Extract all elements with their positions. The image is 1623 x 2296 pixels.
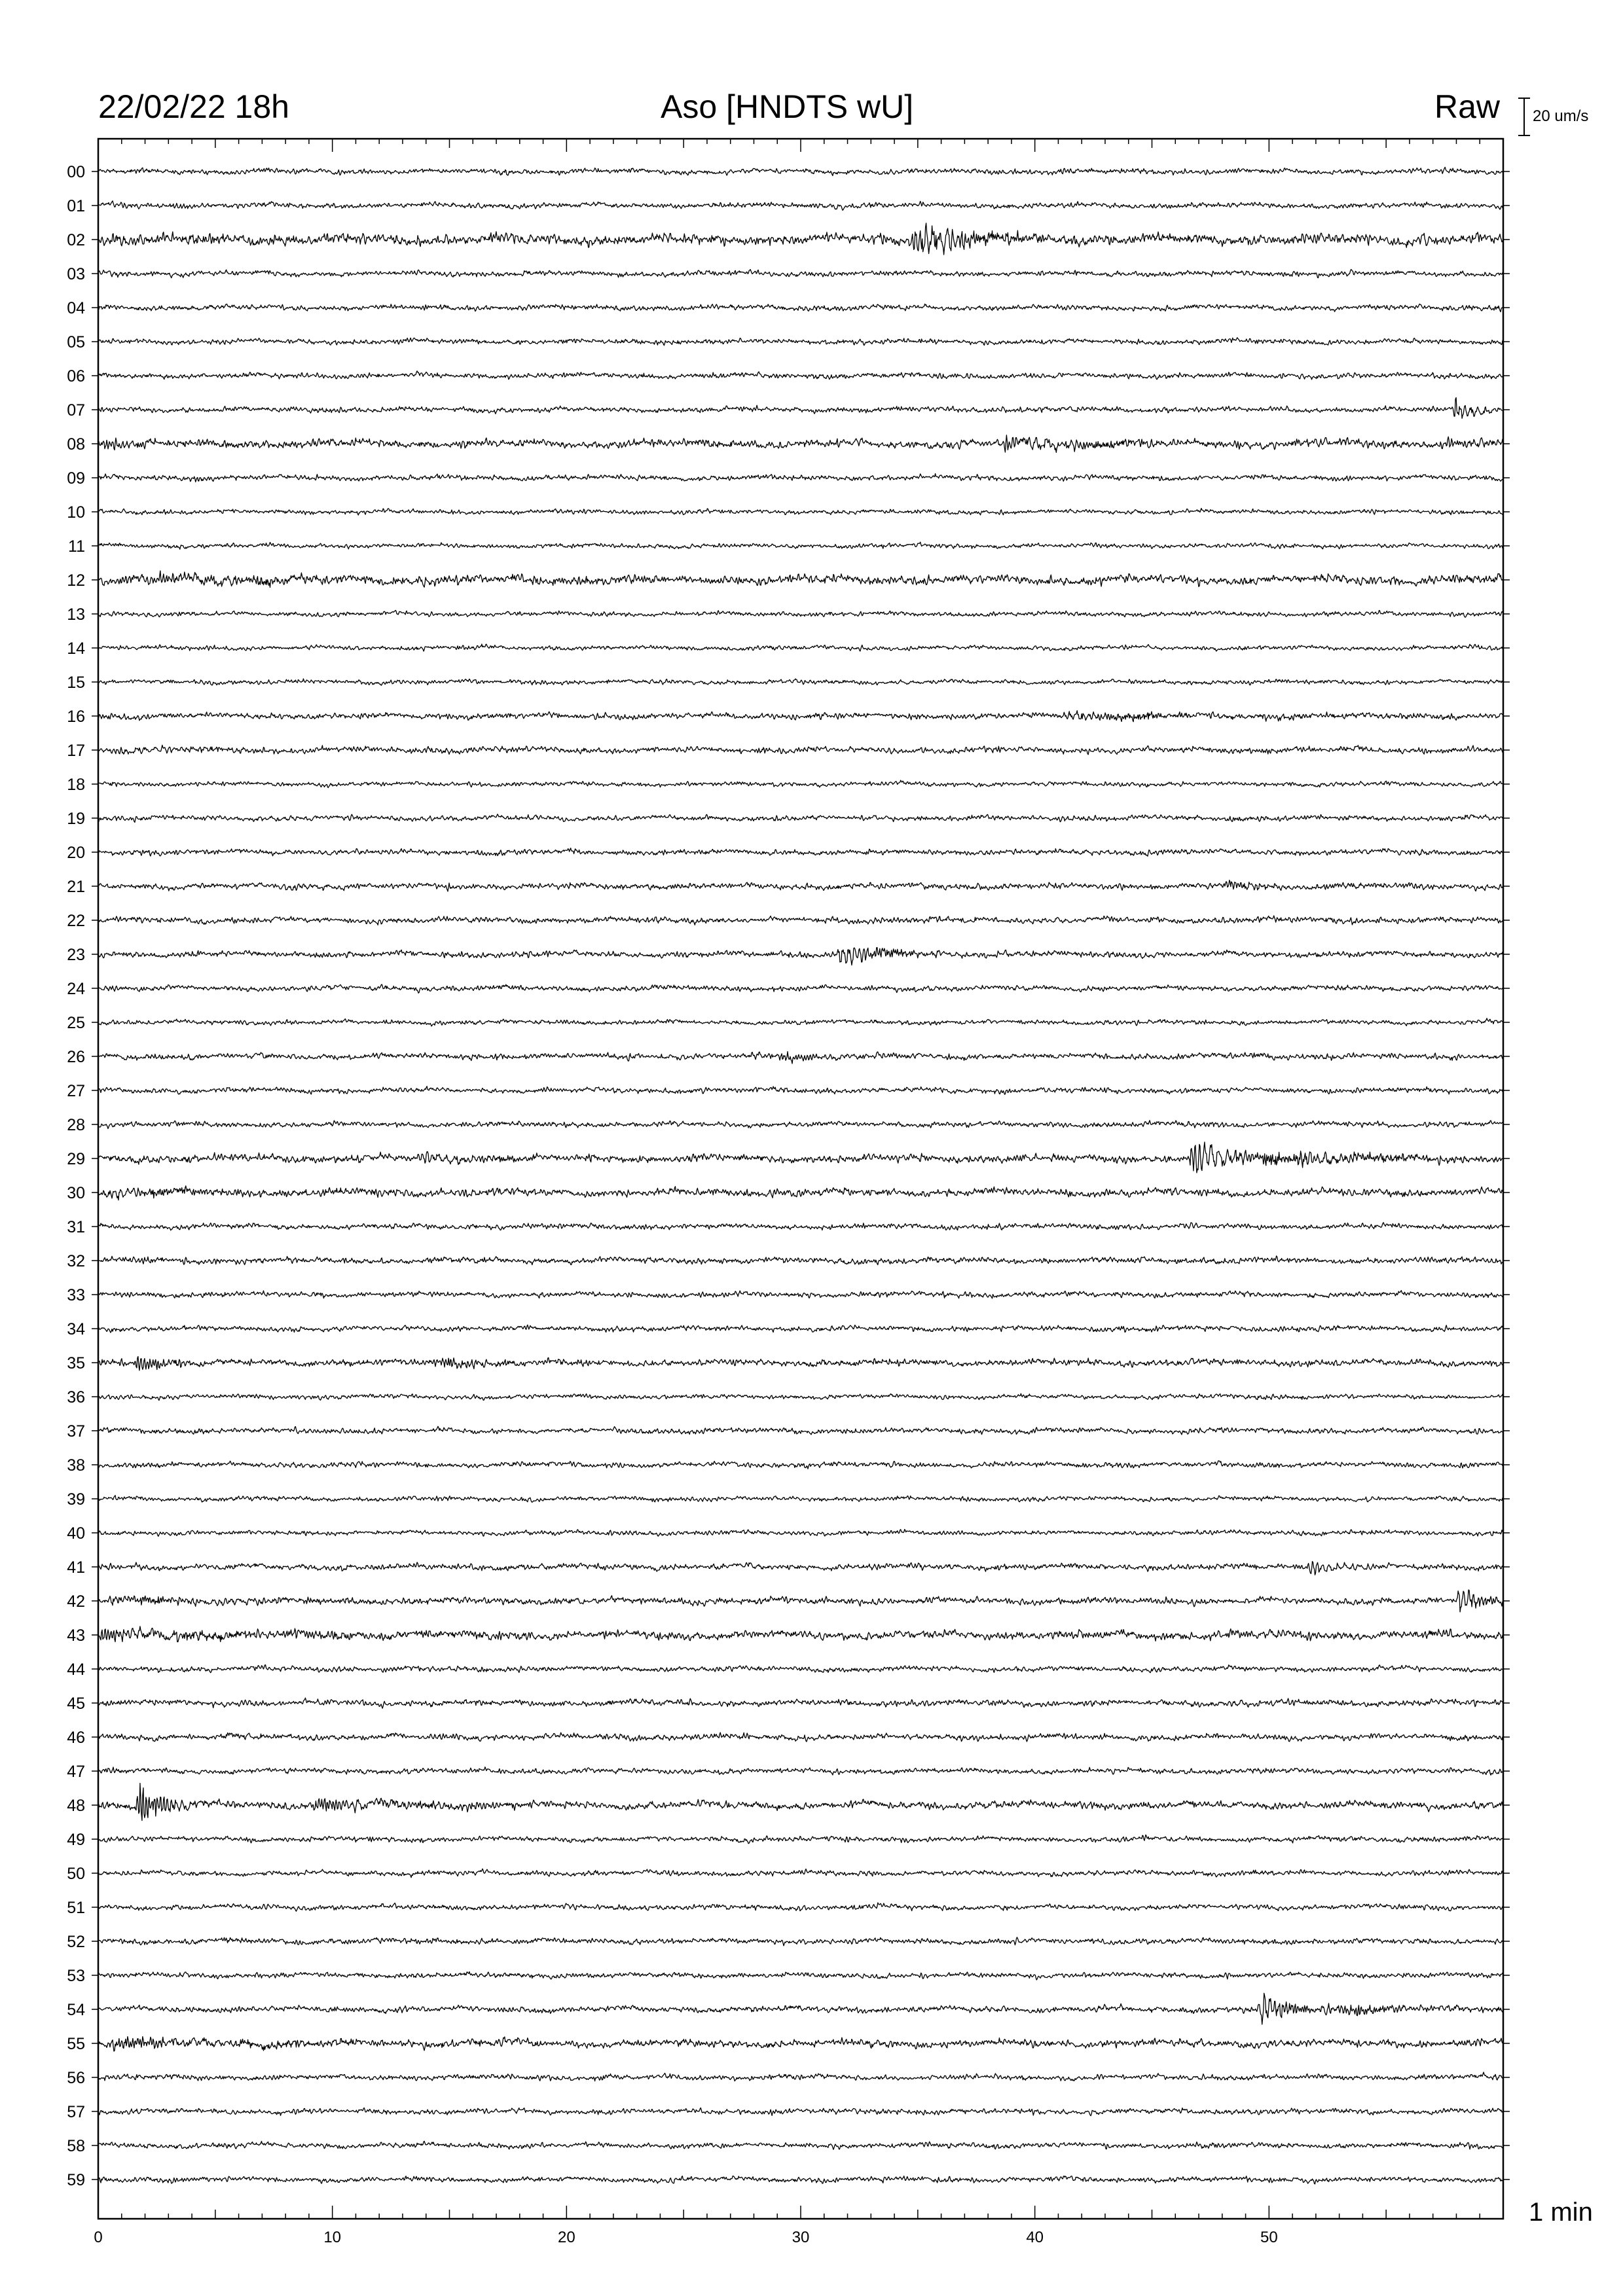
plot-date-hour: 22/02/22 18h — [98, 88, 289, 125]
trace-row-58 — [98, 2142, 1503, 2150]
row-label: 48 — [67, 1797, 85, 1815]
row-label: 01 — [67, 197, 85, 215]
trace-row-37 — [98, 1426, 1503, 1435]
trace-row-07 — [98, 398, 1503, 419]
row-label: 45 — [67, 1695, 85, 1713]
row-label: 10 — [67, 503, 85, 522]
trace-row-21 — [98, 880, 1503, 891]
row-label: 28 — [67, 1116, 85, 1134]
trace-row-18 — [98, 780, 1503, 787]
trace-row-27 — [98, 1086, 1503, 1094]
row-label: 58 — [67, 2137, 85, 2155]
row-label: 53 — [67, 1967, 85, 1985]
row-label: 33 — [67, 1286, 85, 1304]
trace-row-05 — [98, 338, 1503, 346]
trace-row-14 — [98, 644, 1503, 651]
trace-row-46 — [98, 1732, 1503, 1742]
trace-row-33 — [98, 1291, 1503, 1299]
trace-row-56 — [98, 2072, 1503, 2081]
trace-row-22 — [98, 916, 1503, 925]
row-label: 15 — [67, 673, 85, 692]
trace-row-06 — [98, 371, 1503, 380]
row-label: 14 — [67, 639, 85, 658]
row-label: 16 — [67, 708, 85, 726]
amplitude-scale-label: 20 um/s — [1533, 107, 1589, 125]
station-title: Aso [HNDTS wU] — [661, 88, 914, 125]
trace-row-45 — [98, 1698, 1503, 1708]
trace-row-54 — [98, 1993, 1503, 2024]
trace-row-15 — [98, 679, 1503, 685]
x-axis-unit-label: 1 min — [1529, 2198, 1593, 2227]
row-label: 32 — [67, 1252, 85, 1270]
trace-row-47 — [98, 1767, 1503, 1775]
trace-row-17 — [98, 745, 1503, 754]
trace-row-12 — [98, 571, 1503, 587]
row-label: 49 — [67, 1831, 85, 1849]
row-label: 26 — [67, 1048, 85, 1066]
trace-row-11 — [98, 542, 1503, 549]
x-tick-label: 40 — [1026, 2229, 1044, 2246]
trace-row-57 — [98, 2108, 1503, 2116]
trace-row-36 — [98, 1393, 1503, 1400]
row-label: 39 — [67, 1490, 85, 1509]
row-label: 34 — [67, 1320, 85, 1338]
row-label: 07 — [67, 401, 85, 420]
row-label: 40 — [67, 1524, 85, 1543]
trace-row-53 — [98, 1972, 1503, 1981]
row-label: 51 — [67, 1899, 85, 1917]
row-label: 23 — [67, 946, 85, 964]
trace-row-50 — [98, 1869, 1503, 1877]
row-label: 18 — [67, 776, 85, 794]
trace-row-38 — [98, 1461, 1503, 1469]
trace-row-30 — [98, 1186, 1503, 1200]
row-label: 36 — [67, 1388, 85, 1407]
trace-row-16 — [98, 711, 1503, 722]
trace-row-35 — [98, 1357, 1503, 1371]
trace-row-40 — [98, 1530, 1503, 1537]
mode-label: Raw — [1434, 88, 1501, 125]
trace-row-10 — [98, 509, 1503, 515]
row-label: 47 — [67, 1763, 85, 1781]
row-label: 00 — [67, 163, 85, 181]
row-label: 21 — [67, 878, 85, 896]
row-label: 13 — [67, 605, 85, 624]
amplitude-scale-bar — [1518, 98, 1530, 135]
row-label: 35 — [67, 1354, 85, 1372]
row-label: 08 — [67, 435, 85, 454]
row-label: 43 — [67, 1626, 85, 1645]
row-label: 56 — [67, 2069, 85, 2087]
row-label: 09 — [67, 469, 85, 488]
trace-row-04 — [98, 304, 1503, 312]
row-label: 54 — [67, 2001, 85, 2019]
row-label: 11 — [68, 537, 85, 556]
trace-row-43 — [98, 1626, 1503, 1642]
row-label: 17 — [67, 742, 85, 760]
row-label: 50 — [67, 1865, 85, 1883]
row-label: 24 — [67, 980, 85, 998]
trace-row-20 — [98, 848, 1503, 856]
row-label: 57 — [67, 2103, 85, 2121]
row-label: 46 — [67, 1729, 85, 1747]
trace-row-39 — [98, 1496, 1503, 1503]
row-label: 44 — [67, 1660, 85, 1679]
trace-row-01 — [98, 201, 1503, 210]
trace-row-29 — [98, 1142, 1503, 1173]
row-label: 41 — [67, 1558, 85, 1577]
row-label: 37 — [67, 1422, 85, 1441]
x-tick-label: 20 — [557, 2229, 575, 2246]
row-label: 25 — [67, 1014, 85, 1032]
trace-row-02 — [98, 223, 1503, 255]
row-label: 30 — [67, 1184, 85, 1202]
row-label: 22 — [67, 912, 85, 930]
x-tick-label: 30 — [792, 2229, 810, 2246]
trace-row-49 — [98, 1835, 1503, 1843]
trace-row-26 — [98, 1052, 1503, 1064]
trace-row-00 — [98, 167, 1503, 175]
trace-row-42 — [98, 1590, 1503, 1612]
trace-row-31 — [98, 1223, 1503, 1230]
row-label: 59 — [67, 2171, 85, 2189]
trace-row-32 — [98, 1256, 1503, 1265]
trace-row-28 — [98, 1121, 1503, 1129]
trace-row-44 — [98, 1665, 1503, 1673]
trace-row-48 — [98, 1784, 1503, 1821]
x-tick-label: 10 — [323, 2229, 342, 2246]
row-label: 29 — [67, 1150, 85, 1168]
trace-row-55 — [98, 2037, 1503, 2052]
trace-row-34 — [98, 1325, 1503, 1333]
trace-row-23 — [98, 948, 1503, 965]
row-label: 06 — [67, 367, 85, 386]
row-label: 12 — [67, 571, 85, 590]
trace-row-25 — [98, 1018, 1503, 1026]
row-label: 05 — [67, 333, 85, 351]
row-label: 38 — [67, 1456, 85, 1475]
trace-row-13 — [98, 611, 1503, 618]
row-label: 52 — [67, 1933, 85, 1951]
row-label: 31 — [67, 1218, 85, 1236]
row-label: 20 — [67, 844, 85, 862]
trace-row-59 — [98, 2176, 1503, 2184]
row-label: 04 — [67, 299, 85, 317]
row-label: 42 — [67, 1592, 85, 1611]
row-label: 02 — [67, 231, 85, 249]
trace-row-08 — [98, 435, 1503, 453]
trace-row-24 — [98, 984, 1503, 993]
trace-row-52 — [98, 1937, 1503, 1946]
x-tick-label: 0 — [94, 2229, 103, 2246]
trace-row-19 — [98, 814, 1503, 823]
x-tick-label: 50 — [1260, 2229, 1278, 2246]
trace-row-41 — [98, 1562, 1503, 1575]
trace-row-03 — [98, 270, 1503, 278]
row-label: 27 — [67, 1082, 85, 1100]
row-label: 55 — [67, 2035, 85, 2053]
trace-row-09 — [98, 474, 1503, 482]
row-label: 19 — [67, 810, 85, 828]
trace-row-51 — [98, 1903, 1503, 1911]
row-label: 03 — [67, 265, 85, 283]
